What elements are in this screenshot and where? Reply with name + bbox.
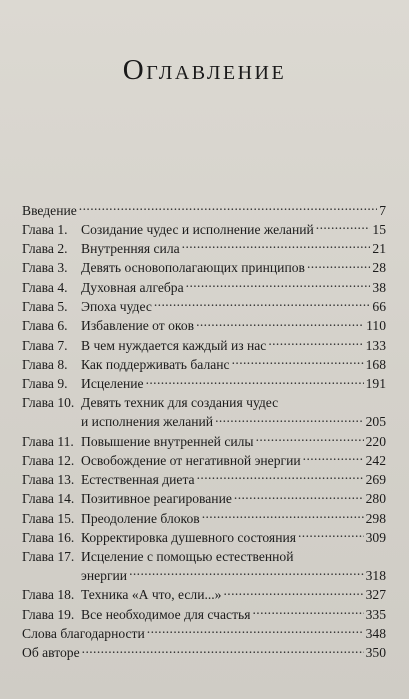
- toc-row-about-author[interactable]: [22, 644, 386, 663]
- toc-chapter-number: Глава 12.: [22, 452, 75, 468]
- toc-page-number: 21: [372, 241, 386, 257]
- toc-title: Девять основополагающих принципов: [81, 260, 305, 276]
- toc-leader-dots: [234, 490, 364, 504]
- toc-title: Как поддерживать баланс: [81, 356, 230, 372]
- toc-chapter-number: Глава 16.: [22, 530, 75, 546]
- toc-chapter-number: Глава 14.: [22, 491, 75, 507]
- toc-title: Корректировка душевного состояния: [81, 530, 296, 546]
- toc-row-intro[interactable]: [22, 201, 386, 220]
- toc-row-chapter-8[interactable]: [22, 355, 386, 374]
- toc-page-number: 348: [365, 625, 386, 641]
- toc-page-number: 335: [365, 606, 386, 622]
- toc-title: Созидание чудес и исполнение желаний: [81, 221, 314, 237]
- toc-chapter-number: Глава 9.: [22, 376, 68, 392]
- toc-row-chapter-1[interactable]: [22, 220, 386, 239]
- toc-page-number: 15: [372, 221, 386, 237]
- toc-title: Техника «А что, если...»: [81, 587, 222, 603]
- toc-row-chapter-2[interactable]: [22, 240, 386, 259]
- toc-leader-dots: [303, 451, 364, 465]
- toc-row-chapter-5[interactable]: [22, 297, 386, 316]
- toc-leader-dots: [79, 201, 377, 215]
- toc-chapter-number: Глава 6.: [22, 318, 68, 334]
- toc-page-number: 298: [365, 510, 386, 526]
- toc-page-number: 205: [365, 414, 386, 430]
- toc-page-number: 133: [365, 337, 386, 353]
- toc-row-chapter-13[interactable]: [22, 471, 386, 490]
- toc-title: В чем нуждается каждый из нас: [81, 337, 267, 353]
- toc-title: Исцеление с помощью естественной: [81, 548, 294, 564]
- toc-page-number: 38: [372, 279, 386, 295]
- toc-leader-dots: [197, 471, 364, 485]
- toc-page-number: 350: [365, 645, 386, 661]
- toc-leader-dots: [154, 297, 371, 311]
- toc-row-chapter-9[interactable]: [22, 375, 386, 394]
- toc-chapter-number: Глава 5.: [22, 299, 68, 315]
- toc-leader-dots: [215, 413, 364, 427]
- toc-title: Преодоление блоков: [81, 510, 200, 526]
- toc-leader-dots: [147, 624, 364, 638]
- toc-title: Позитивное реагирование: [81, 491, 232, 507]
- toc-row-chapter-6[interactable]: [22, 317, 386, 336]
- toc-title: Исцеление: [81, 376, 144, 392]
- toc-page-number: 269: [365, 472, 386, 488]
- toc-page-number: 28: [372, 260, 386, 276]
- table-of-contents: [22, 201, 386, 663]
- toc-leader-dots: [202, 509, 364, 523]
- toc-chapter-number: Глава 4.: [22, 279, 68, 295]
- toc-row-chapter-7[interactable]: [22, 336, 386, 355]
- toc-title: Освобождение от негативной энергии: [81, 452, 301, 468]
- toc-chapter-number: Глава 18.: [22, 587, 75, 603]
- toc-title: Естественная диета: [81, 472, 195, 488]
- toc-chapter-number: Глава 11.: [22, 433, 74, 449]
- toc-title: Повышение внутренней силы: [81, 433, 254, 449]
- toc-title: Все необходимое для счастья: [81, 606, 251, 622]
- toc-leader-dots: [129, 566, 364, 580]
- toc-leader-dots: [307, 259, 370, 273]
- toc-chapter-number: Глава 7.: [22, 337, 68, 353]
- toc-page-number: 280: [365, 491, 386, 507]
- toc-page-number: 318: [365, 568, 386, 584]
- toc-page-number: 309: [365, 530, 386, 546]
- toc-row-chapter-10[interactable]: [22, 394, 386, 413]
- toc-title: Об авторе: [22, 645, 80, 661]
- toc-leader-dots: [316, 220, 371, 234]
- toc-leader-dots: [196, 317, 364, 331]
- toc-row-chapter-14[interactable]: [22, 490, 386, 509]
- toc-chapter-number: Глава 8.: [22, 356, 68, 372]
- toc-chapter-number: Глава 17.: [22, 548, 75, 564]
- toc-title: Духовная алгебра: [81, 279, 184, 295]
- toc-row-chapter-15[interactable]: [22, 509, 386, 528]
- toc-title: Слова благодарности: [22, 625, 145, 641]
- toc-page-number: 191: [365, 376, 386, 392]
- page-title: Оглавление: [122, 54, 287, 86]
- toc-row-chapter-17-continued[interactable]: [22, 566, 386, 585]
- toc-leader-dots: [82, 644, 364, 658]
- toc-title-continued: энергии: [81, 568, 128, 584]
- toc-row-acknowledgements[interactable]: [22, 624, 386, 643]
- toc-chapter-number: Глава 15.: [22, 510, 75, 526]
- toc-leader-dots: [146, 375, 364, 389]
- toc-page-number: 7: [379, 202, 386, 218]
- toc-page-number: 220: [365, 433, 386, 449]
- toc-leader-dots: [252, 605, 363, 619]
- toc-leader-dots: [268, 336, 363, 350]
- toc-title: Девять техник для создания чудес: [81, 394, 279, 410]
- toc-row-chapter-3[interactable]: [22, 259, 386, 278]
- toc-title: Внутренняя сила: [81, 241, 180, 257]
- toc-page-number: 327: [365, 587, 386, 603]
- toc-leader-dots: [298, 528, 364, 542]
- toc-leader-dots: [232, 355, 364, 369]
- toc-page-number: 242: [365, 452, 386, 468]
- toc-leader-dots: [256, 432, 364, 446]
- toc-chapter-number: Глава 13.: [22, 472, 75, 488]
- toc-title-continued: и исполнения желаний: [81, 414, 214, 430]
- toc-chapter-number: Глава 1.: [22, 221, 68, 237]
- toc-row-chapter-16[interactable]: [22, 528, 386, 547]
- toc-page-number: 66: [372, 299, 386, 315]
- toc-title: Избавление от оков: [81, 318, 195, 334]
- toc-row-chapter-17[interactable]: [22, 548, 386, 567]
- toc-leader-dots: [223, 586, 363, 600]
- toc-row-chapter-18[interactable]: [22, 586, 386, 605]
- toc-chapter-number: Глава 10.: [22, 394, 75, 410]
- toc-chapter-number: Глава 2.: [22, 241, 68, 257]
- toc-chapter-number: Глава 19.: [22, 606, 75, 622]
- toc-title: Введение: [22, 202, 77, 218]
- toc-row-chapter-11[interactable]: [22, 432, 386, 451]
- toc-leader-dots: [186, 278, 371, 292]
- toc-leader-dots: [182, 240, 371, 254]
- toc-title: Эпоха чудес: [81, 299, 152, 315]
- toc-chapter-number: Глава 3.: [22, 260, 68, 276]
- toc-page-number: 110: [366, 318, 386, 334]
- toc-page-number: 168: [365, 356, 386, 372]
- toc-row-chapter-19[interactable]: [22, 605, 386, 624]
- toc-row-chapter-4[interactable]: [22, 278, 386, 297]
- toc-row-chapter-12[interactable]: [22, 451, 386, 470]
- toc-row-chapter-10-continued[interactable]: [22, 413, 386, 432]
